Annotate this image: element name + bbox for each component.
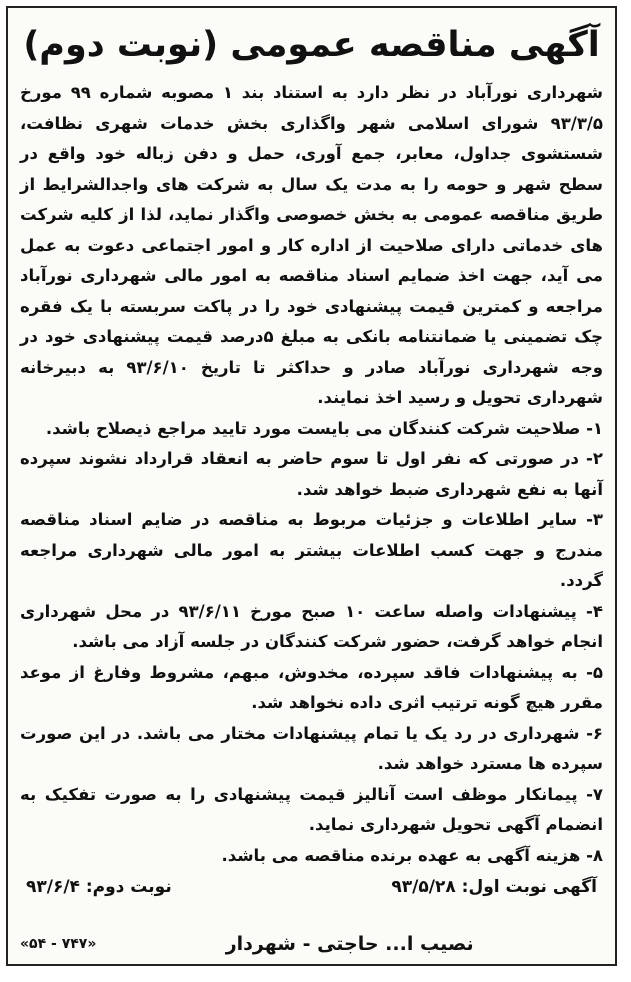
condition-item-8: ۸- هزینه آگهی به عهده برنده مناقصه می باشد.	[221, 845, 603, 865]
tender-notice	[6, 6, 617, 966]
second-publication-date: نوبت دوم: ۹۳/۶/۴	[26, 877, 172, 897]
condition-item-6: ۶- شهرداری در رد یک یا تمام پیشنهادات مختار می باشد. در این صورت سپرده ها مسترد خواهد شد.	[20, 723, 603, 773]
condition-item-2: ۲- در صورتی که نفر اول تا سوم حاضر به انعقاد قرارداد نشوند سپرده آنها به نفع شهرداری ضبط خواهد شد.	[20, 449, 603, 499]
first-publication-date: آگهی نوبت اول: ۹۳/۵/۲۸	[391, 877, 597, 897]
condition-item-1: ۱- صلاحیت شرکت کنندگان می بایست مورد تایید مراجع ذیصلاح باشد.	[45, 418, 603, 438]
condition-item-3: ۳- سایر اطلاعات و جزئیات مربوط به مناقصه در ضایم اسناد مناقصه مندرج و جهت کسب اطلاعات بیشتر به امور مالی شهرداری مراجعه گردد.	[20, 510, 603, 590]
notice-footer	[20, 928, 603, 960]
condition-item-4: ۴- پیشنهادات واصله ساعت ۱۰ صبح مورخ ۹۳/۶/۱۱ در محل شهرداری انجام خواهد گرفت، حضور شرکت کنندگان در جلسه آزاد می باشد.	[20, 601, 603, 651]
condition-item-7: ۷- پیمانکار موظف است آنالیز قیمت پیشنهادی را به صورت تفکیک به انضمام آگهی تحویل شهرداری نماید.	[20, 784, 603, 834]
ad-code: «۷۴۷ - ۵۴»	[20, 936, 97, 952]
notice-title: آگهی مناقصه عمومی (نوبت دوم)	[23, 25, 600, 65]
condition-item-5: ۵- به پیشنهادات فاقد سپرده، مخدوش، مبهم، مشروط وفارغ از موعد مقرر هیچ گونه ترتیب اثری داده نخواهد شد.	[20, 662, 603, 712]
signer-line: نصیب ا... حاجتی - شهردار	[225, 933, 474, 955]
notice-intro-paragraph: شهرداری نورآباد در نظر دارد به استناد بند ۱ مصوبه شماره ۹۹ مورخ ۹۳/۳/۵ شورای اسلامی شهر واگذاری بخش خدمات شهری نظافت، شستشوی جداول، معابر، جمع آوری، حمل و دفن زباله خود واقع در سطح شهر و حومه را به مدت یک سال به شرکت های واجدالشرایط از طریق مناقصه عمومی به بخش خصوصی واگذار نماید، لذا از کلیه شرکت های خدماتی دارای صلاحیت از اداره کار و امور اجتماعی دعوت به عمل می آید، جهت اخذ ضمایم اسناد مناقصه به امور مالی شهرداری نورآباد مراجعه و کمترین قیمت پیشنهادی خود را در پاکت سربسته با یک فقره چک تضمینی یا ضمانتنامه بانکی به مبلغ ۵درصد قیمت پیشنهادی خود در وجه شهرداری نورآباد صادر و حداکثر تا تاریخ ۹۳/۶/۱۰ به دبیرخانه شهرداری تحویل و رسید اخذ نمایند.	[20, 83, 604, 407]
publication-dates	[20, 871, 603, 903]
